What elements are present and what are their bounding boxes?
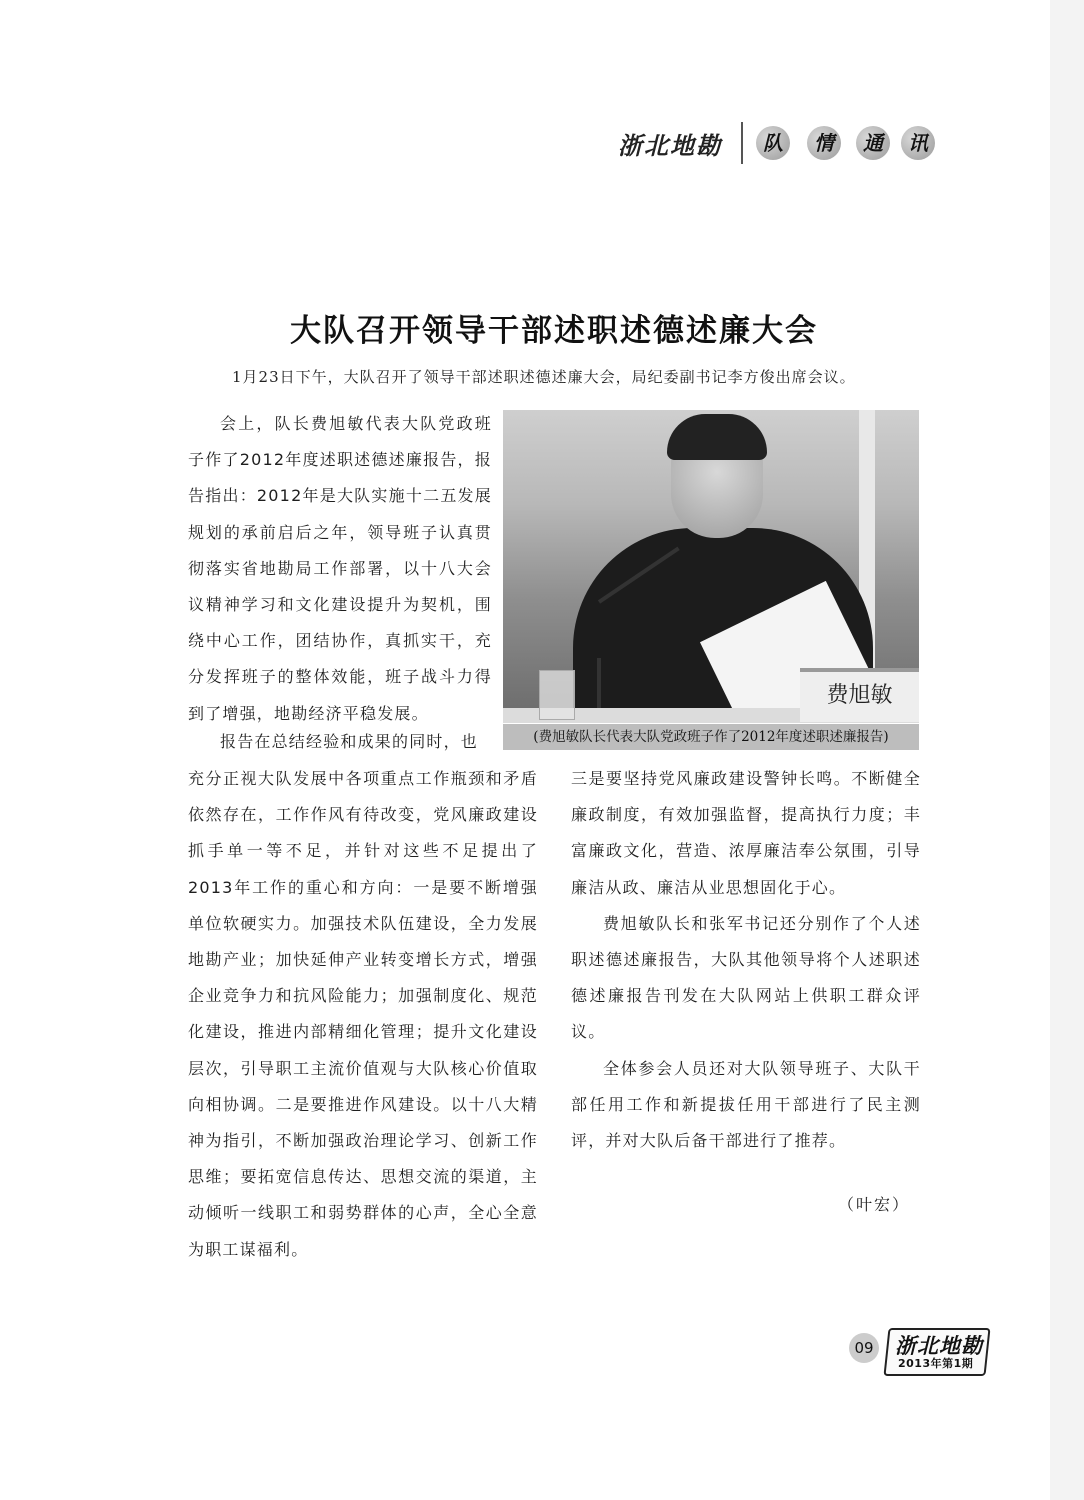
paragraph-2-end: 三是要坚持党风廉政建设警钟长鸣。不断健全廉政制度，有效加强监督，提高执行力度；丰富廉政文化，营造、浓厚廉洁奉公氛围，引导廉洁从政、廉洁从业思想固化于心。	[571, 769, 921, 897]
header-brand: 浙北地勘	[618, 131, 722, 160]
paragraph-2-start: 报告在总结经验和成果的同时，也	[220, 732, 479, 751]
paragraph-2-body: 充分正视大队发展中各项重点工作瓶颈和矛盾依然存在，工作作风有待改变，党风廉政建设抓手单一等不足，并针对这些不足提出了2013年工作的重心和方向：一是要不断增强单位软硬实力。加强技术队伍建设，全力发展地勘产业；加快延伸产业转变增长方式，增强企业竞争力和抗风险能力；加强制度化、规范化建设，推进内部精细化管理；提升文化建设层次，引导职工主流价值观与大队核心价值取向相协调。二是要推进作风建设。以十八大精神为指引，不断加强政治理论学习、创新工作思维；要拓宽信息传达、思想交流的渠道，主动倾听一线职工和弱势群体的心声，全心全意为职工谋福利。	[188, 769, 538, 1259]
header-divider	[741, 122, 743, 164]
photo-nameplate: 费旭敏	[800, 668, 919, 722]
header-section-char: 队	[756, 126, 790, 160]
paragraph-3: 费旭敏队长和张军书记还分别作了个人述职述德述廉报告，大队其他领导将个人述职述德述廉报告刊发在大队网站上供职工群众评议。	[571, 913, 921, 1042]
column-left-top	[188, 406, 492, 732]
column-left-bottom	[188, 761, 538, 1268]
paragraph-4: 全体参会人员还对大队领导班子、大队干部任用工作和新提拔任用干部进行了民主测评，并对大队后备干部进行了推荐。	[571, 1058, 921, 1151]
paragraph-1: 会上，队长费旭敏代表大队党政班子作了2012年度述职述德述廉报告，报告指出：2012年是大队实施十二五发展规划的承前启后之年，领导班子认真贯彻落实省地勘局工作部署，以十八大会议精神学习和文化建设提升为契机，围绕中心工作，团结协作，真抓实干，充分发挥班子的整体效能，班子战斗力得到了增强，地勘经济平稳发展。	[188, 414, 492, 723]
header-section-char: 情	[807, 126, 841, 160]
photo-person-hair	[667, 414, 767, 460]
column-left-mid	[188, 724, 492, 760]
photo-caption: (费旭敏队长代表大队党政班子作了2012年度述职述廉报告)	[503, 724, 919, 750]
photo-glass	[539, 670, 575, 720]
header-section-char: 讯	[901, 126, 935, 160]
page-number: 09	[849, 1333, 879, 1363]
column-right	[571, 761, 921, 1159]
magazine-issue: 2013年第1期	[898, 1357, 974, 1370]
article-lead: 1月23日下午，大队召开了领导干部述职述德述廉大会，局纪委副书记李方俊出席会议。	[232, 368, 856, 386]
article-photo	[503, 410, 919, 723]
magazine-name: 浙北地勘	[895, 1334, 983, 1358]
header-section-char: 通	[856, 126, 890, 160]
article-author: （叶宏）	[838, 1195, 911, 1214]
page-edge	[1050, 0, 1084, 1500]
article-title: 大队召开领导干部述职述德述廉大会	[290, 312, 818, 349]
